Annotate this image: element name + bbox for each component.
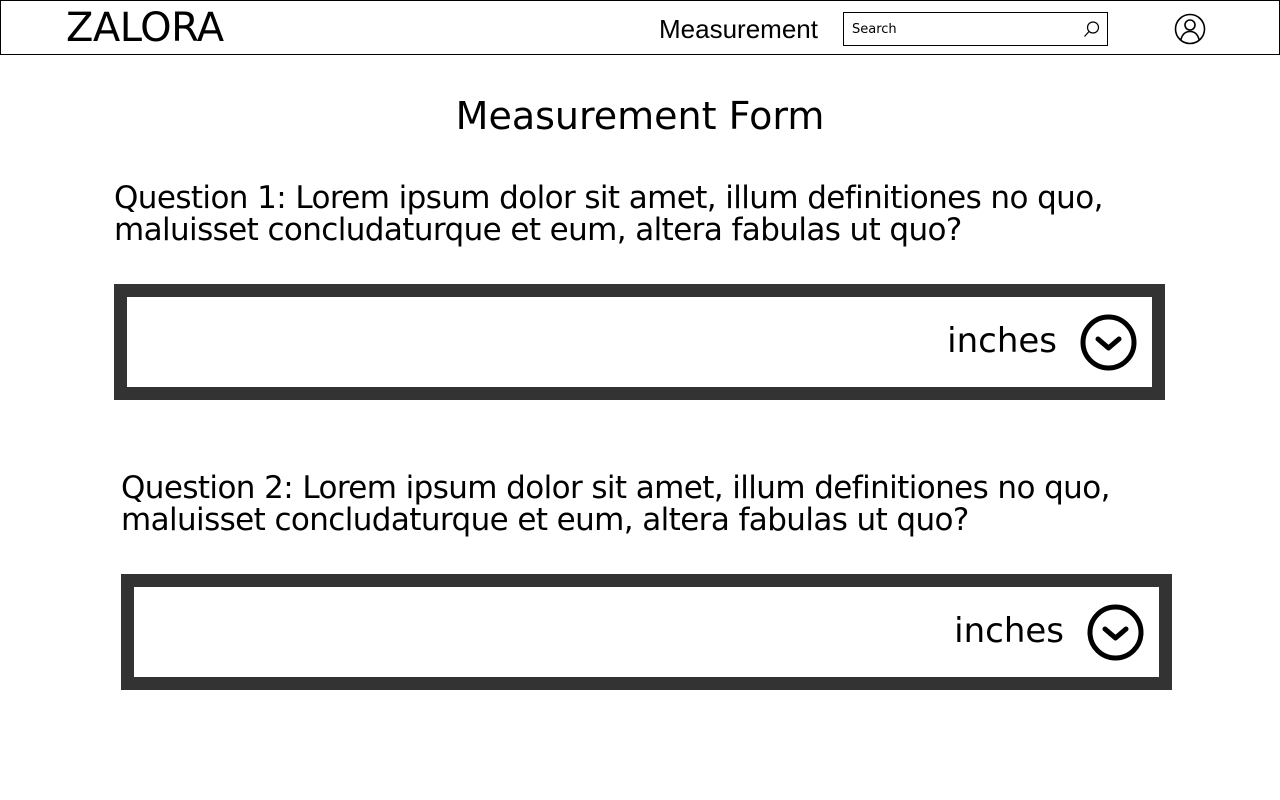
search-input[interactable] [844,13,1082,45]
chevron-down-circle-icon[interactable] [1080,314,1137,371]
question-1-text [114,182,1103,246]
question-1-line-2: maluisset concludaturque et eum, altera fabulas ut quo? [114,212,962,248]
question-2-line-2: maluisset concludaturque et eum, altera fabulas ut quo? [121,502,969,538]
question-1-line-1: Question 1: Lorem ipsum dolor sit amet, illum definitiones no quo, [114,180,1103,216]
question-1-unit-label: inches [947,321,1057,361]
search-icon[interactable] [1083,20,1101,38]
nav-title[interactable]: Measurement [659,14,818,44]
chevron-down-circle-icon[interactable] [1087,604,1144,661]
question-1-measurement-input[interactable] [135,305,919,377]
search-box[interactable] [843,12,1108,46]
question-2-answer-box[interactable] [121,574,1172,690]
question-2-measurement-input[interactable] [142,595,926,667]
question-2-line-1: Question 2: Lorem ipsum dolor sit amet, illum definitiones no quo, [121,470,1110,506]
brand-logo[interactable]: ZALORA [66,5,224,51]
question-2-unit-label: inches [954,611,1064,651]
user-circle-icon[interactable] [1174,13,1206,45]
question-1-answer-box[interactable] [114,284,1165,400]
top-bar [0,0,1280,55]
page-title: Measurement Form [455,94,825,138]
question-2-text [121,472,1110,536]
